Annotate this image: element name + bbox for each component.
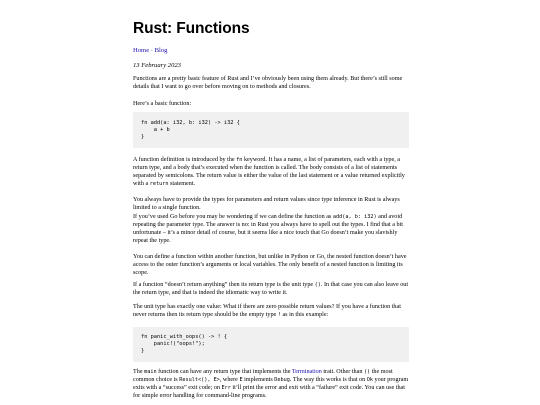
paragraph-go-comparison: If you’ve used Go before you may be wondering if we can define the function as add(a, b: i32) and avoid repeating the parameter type. The answer is no: in Rust you always have to spell out the types. I find that a bit unfortunate – it’s a minor detail of course, but it seems like a nice touch that Go doesn’t make you slavishly repeat the type. <box>133 214 404 245</box>
paragraph-unit-type: If a function “doesn’t return anything” then its return type is the unit type (). In that case you can also leave out the return type, and that is indeed the idiomatic way to write it. <box>133 282 409 297</box>
paragraph-function-definition: A function definition is introduced by the fn keyword. It has a name, a list of parameters, each with a type, a return type, and a body that’s executed when the function is called. The body consists of a list of statements separated by semicolons. The return value is either the value of the last statement or a value returned explicitly with a return statement. <box>133 157 405 188</box>
inline-code: add(a, b: i32) <box>332 214 377 220</box>
paragraph-nested-functions: You can define a function within another function, but unlike in Python or Go, the nested function doesn’t have access to the outer function’s arguments or local variables. The only benefit of a nested function is limiting its scope. <box>133 254 407 277</box>
termination-link[interactable]: Termination <box>291 369 322 375</box>
code-line: a + b <box>141 127 170 133</box>
code-line: panic!("oops!"); <box>141 341 205 347</box>
blog-link[interactable]: Blog <box>154 47 168 54</box>
home-link[interactable]: Home <box>133 47 150 54</box>
paragraph-basic-function: Here’s a basic function: <box>133 101 192 107</box>
paragraph-intro: Functions are a pretty basic feature of Rust and I’ve obviously been using them already. But there’s still some details that I want to go over before moving on to methods and closures. <box>133 76 403 91</box>
inline-code: fn <box>236 157 243 163</box>
code-line: } <box>141 348 145 354</box>
breadcrumb <box>133 47 167 55</box>
code-line: } <box>141 134 145 140</box>
nav-separator: · <box>149 47 155 54</box>
inline-code: Result<(), E> <box>179 377 220 384</box>
inline-code: Ok <box>366 377 373 384</box>
code-block-add <box>133 112 409 148</box>
inline-code: Debug <box>274 377 290 384</box>
page-title: Rust: Functions <box>133 20 250 37</box>
inline-code: main <box>144 369 157 375</box>
inline-code: () <box>314 282 321 288</box>
paragraph-never-type: The unit type has exactly one value: What if there are zero possible return values? If you have a function that never returns then its return type should be the empty type ! as in this example: <box>133 304 401 319</box>
inline-code: E <box>239 377 243 384</box>
paragraph-types: You always have to provide the types for parameters and return values since type inference in Rust is always limited to a single function. <box>133 197 400 212</box>
inline-code: return <box>149 181 169 188</box>
code-block-panic <box>133 327 409 362</box>
code-line: fn panic_with_oops() -> ! { <box>141 334 228 340</box>
inline-code: ! <box>277 312 281 319</box>
inline-code: Err <box>221 385 231 392</box>
paragraph-main-function: The main function can have any return type that implements the Termination trait. Other than () the most common choice is Result<(), E>, where E implements Debug. The way this works is that on Ok your program exits with a “success” exit code; on Err it’ll print the error and exit with a “failure” exit code. You can use that for simple error handling for command-line programs. <box>133 369 409 400</box>
post-date: 13 February 2023 <box>133 62 181 69</box>
inline-code: () <box>363 369 371 375</box>
code-line: fn add(a: i32, b: i32) -> i32 { <box>141 120 240 126</box>
